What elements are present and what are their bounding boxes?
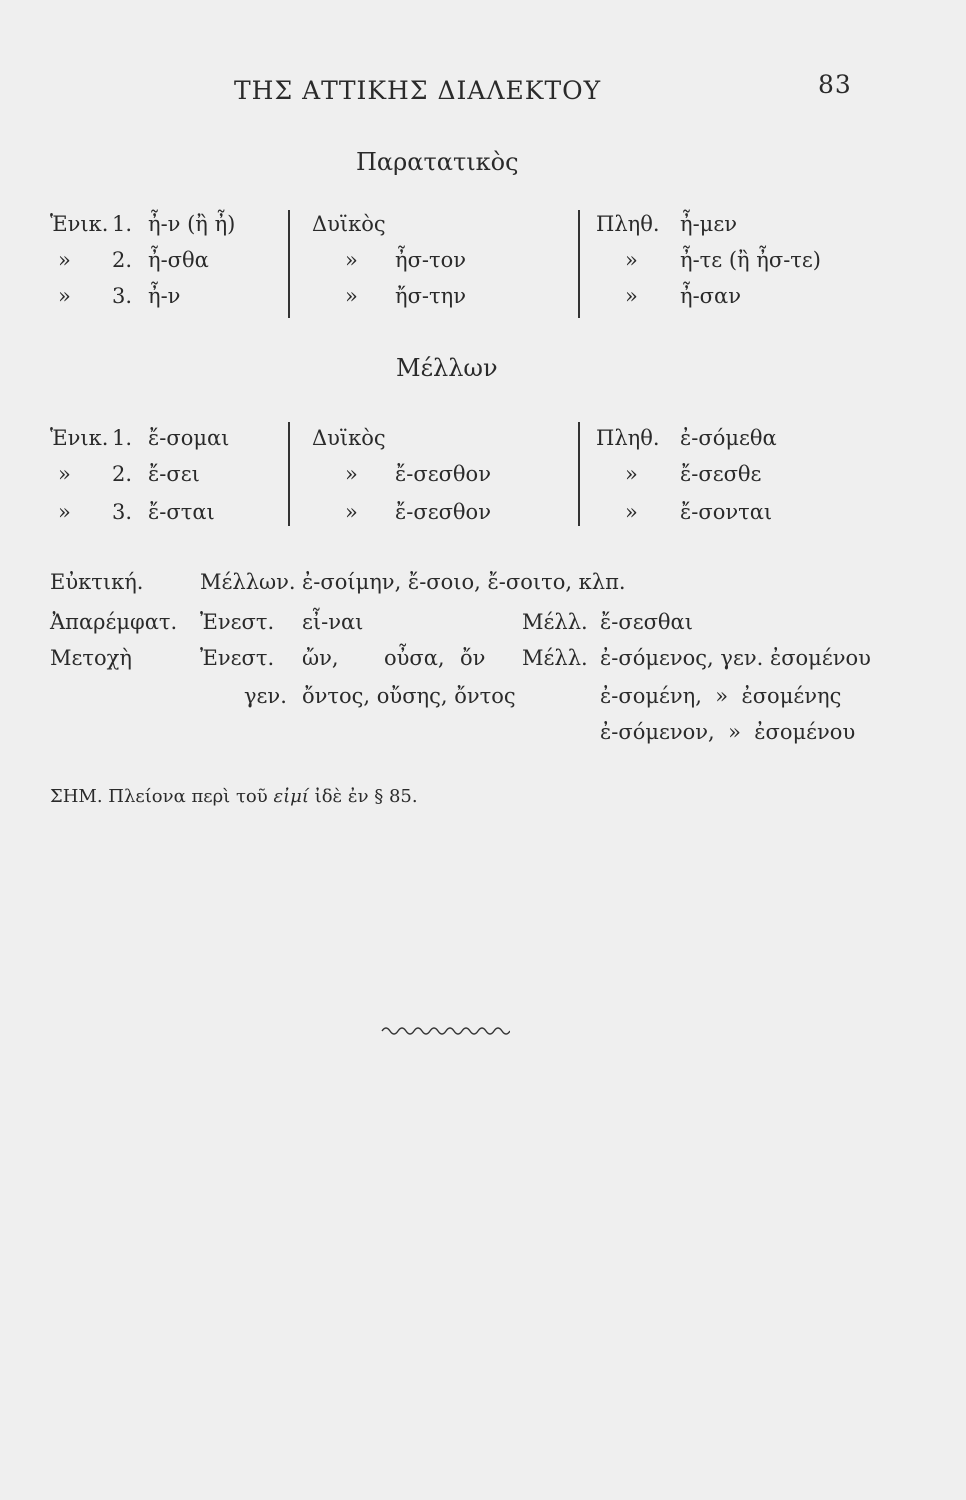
participle-present-form-masc: ὤν, — [302, 646, 339, 670]
footnote — [50, 786, 418, 807]
infinitive-present-form: εἶ-ναι — [302, 610, 364, 634]
future-plural-form-1: ἐ-σόμεθα — [680, 426, 777, 450]
imperfect-dual-mark-1: » — [345, 248, 358, 272]
footnote-word: εἰμί — [273, 786, 309, 807]
imperfect-plural-form-2: ἦ-τε (ἢ ἦσ-τε) — [680, 248, 822, 272]
future-plural-mark-3: » — [625, 500, 638, 524]
imperfect-plural-label: Πληθ. — [596, 212, 660, 236]
future-dual-mark-2: » — [345, 500, 358, 524]
imperfect-singular-mark-2: » — [58, 248, 71, 272]
page-number: 83 — [818, 70, 852, 99]
participle-present-gen-forms: ὄντος, οὔσης, ὄντος — [302, 684, 516, 708]
future-dual-form-2: ἔ-σεσθον — [395, 500, 491, 524]
participle-future-tense: Μέλλ. — [522, 646, 588, 670]
future-dual-label: Δυϊκὸς — [312, 426, 386, 450]
future-singular-num-2: 2. — [112, 462, 133, 486]
imperfect-singular-num-2: 2. — [112, 248, 133, 272]
future-plural-form-3: ἔ-σονται — [680, 500, 773, 524]
running-head-title: ΤΗΣ ΑΤΤΙΚΗΣ ΔΙΑΛΕΚΤΟΥ — [234, 76, 602, 105]
imperfect-dual-mark-2: » — [345, 284, 358, 308]
imperfect-plural-mark-2: » — [625, 248, 638, 272]
future-plural-mark-2: » — [625, 462, 638, 486]
optative-forms: ἐ-σοίμην, ἔ-σοιο, ἔ-σοιτο, κλπ. — [302, 570, 626, 594]
imperfect-plural-form-3: ἦ-σαν — [680, 284, 741, 308]
participle-future-row-2: ἐ-σομένη, » ἐσομένης — [600, 684, 842, 708]
participle-present-form-neut: ὄν — [460, 646, 486, 670]
imperfect-singular-form-2: ἦ-σθα — [148, 248, 209, 272]
imperfect-plural-mark-3: » — [625, 284, 638, 308]
infinitive-future-tense: Μέλλ. — [522, 610, 588, 634]
optative-tense: Μέλλων. — [200, 570, 296, 594]
future-singular-num-3: 3. — [112, 500, 133, 524]
imperfect-singular-num-1: 1. — [112, 212, 133, 236]
imperfect-plural-form-1: ἦ-μεν — [680, 212, 737, 236]
column-divider — [288, 210, 290, 318]
participle-label: Μετοχὴ — [50, 646, 132, 670]
participle-future-row-1: ἐ-σόμενος, γεν. ἐσομένου — [600, 646, 871, 670]
future-heading: Μέλλων — [396, 354, 498, 382]
participle-present-form-fem: οὖσα, — [384, 646, 445, 670]
participle-present-gen-label: γεν. — [244, 684, 287, 708]
optative-label: Εὐκτική. — [50, 570, 144, 594]
column-divider — [578, 210, 580, 318]
column-divider — [288, 422, 290, 526]
wavy-rule-ornament — [380, 1024, 510, 1038]
column-divider — [578, 422, 580, 526]
future-singular-label: Ἑνικ. — [50, 426, 109, 450]
imperfect-dual-label: Δυϊκὸς — [312, 212, 386, 236]
footnote-prefix: ΣΗΜ. Πλείονα περὶ τοῦ — [50, 786, 268, 807]
imperfect-dual-form-1: ἦσ-τον — [395, 248, 467, 272]
future-plural-label: Πληθ. — [596, 426, 660, 450]
infinitive-label: Ἀπαρέμφατ. — [50, 610, 178, 634]
future-plural-form-2: ἔ-σεσθε — [680, 462, 762, 486]
future-singular-mark-2: » — [58, 462, 71, 486]
imperfect-singular-num-3: 3. — [112, 284, 133, 308]
participle-future-row-3: ἐ-σόμενον, » ἐσομένου — [600, 720, 856, 744]
infinitive-future-form: ἔ-σεσθαι — [600, 610, 693, 634]
future-singular-form-1: ἔ-σομαι — [148, 426, 230, 450]
future-singular-form-3: ἔ-σται — [148, 500, 215, 524]
infinitive-present-tense: Ἐνεστ. — [200, 610, 275, 634]
imperfect-singular-label: Ἑνικ. — [50, 212, 109, 236]
imperfect-singular-form-1: ἦ-ν (ἢ ἦ) — [148, 212, 236, 236]
imperfect-singular-form-3: ἦ-ν — [148, 284, 181, 308]
future-dual-form-1: ἔ-σεσθον — [395, 462, 491, 486]
footnote-suffix: ἰδὲ ἐν § 85. — [314, 786, 418, 807]
future-singular-mark-3: » — [58, 500, 71, 524]
imperfect-dual-form-2: ἤσ-την — [395, 284, 466, 308]
future-dual-mark-1: » — [345, 462, 358, 486]
participle-present-tense: Ἐνεστ. — [200, 646, 275, 670]
future-singular-num-1: 1. — [112, 426, 133, 450]
future-singular-form-2: ἔ-σει — [148, 462, 200, 486]
imperfect-heading: Παρατατικὸς — [356, 148, 519, 176]
imperfect-singular-mark-3: » — [58, 284, 71, 308]
